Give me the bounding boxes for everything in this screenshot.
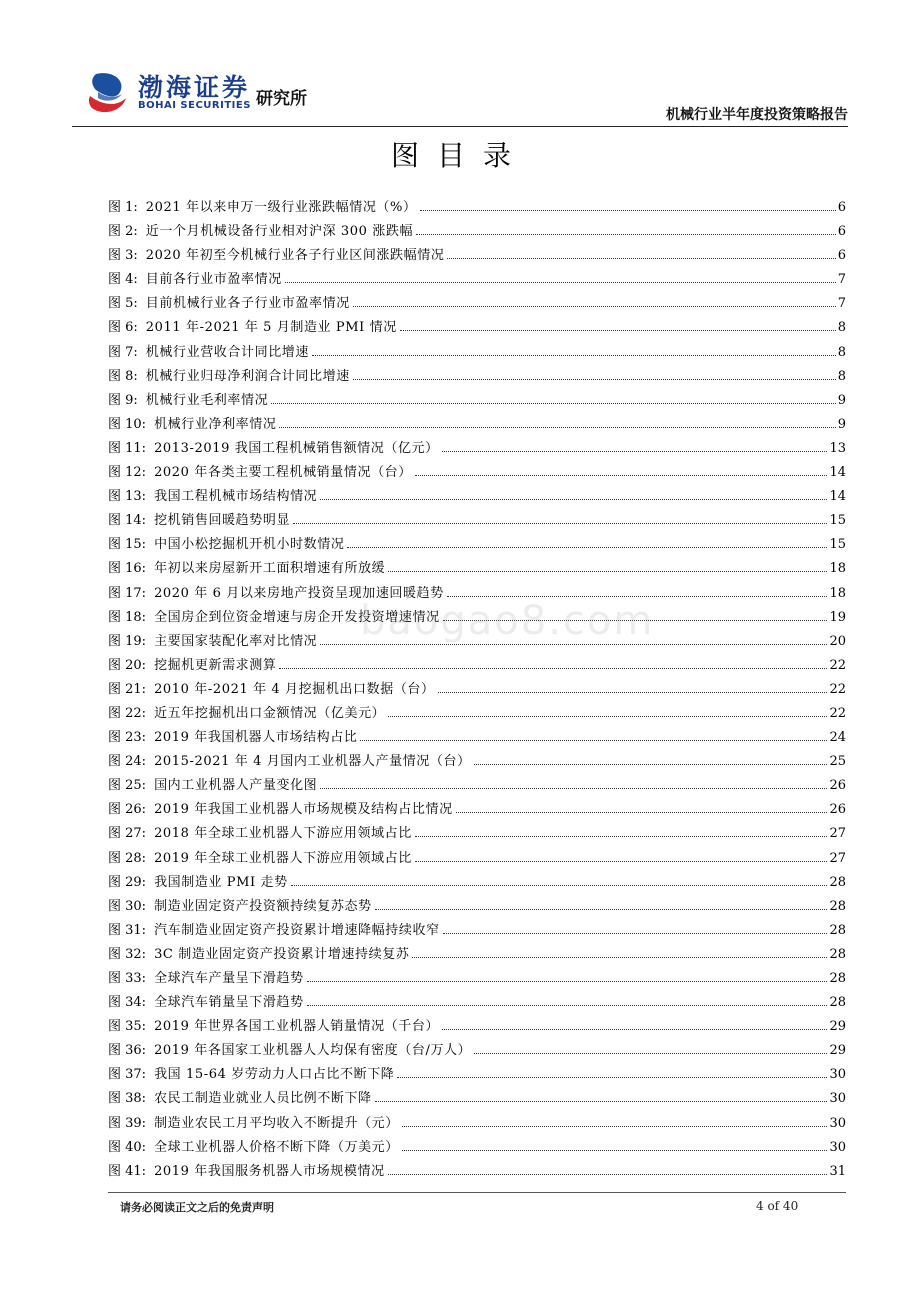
figure-title: 近五年挖掘机出口金额情况（亿美元）	[154, 705, 386, 721]
figure-label: 图 8:	[108, 368, 138, 384]
figure-page-number: 15	[829, 513, 846, 529]
watermark: baogao8.com	[360, 598, 655, 644]
figure-title: 2019 年各国家工业机器人人均保有密度（台/万人）	[154, 1043, 472, 1059]
dot-leader	[442, 451, 828, 452]
dot-leader	[285, 282, 836, 283]
figure-label: 图 10:	[108, 416, 147, 432]
dot-leader	[474, 764, 828, 765]
figure-label: 图 6:	[108, 320, 138, 336]
figure-page-number: 28	[829, 995, 846, 1011]
toc-entry[interactable]	[108, 511, 846, 535]
page-number: 4 of 40	[756, 1199, 799, 1213]
figure-label: 图 35:	[108, 1019, 147, 1035]
toc-entry[interactable]	[108, 680, 846, 704]
figure-page-number: 24	[829, 730, 846, 746]
toc-entry[interactable]	[108, 945, 846, 969]
toc-entry[interactable]	[108, 1089, 846, 1113]
institute-label: 研究所	[256, 89, 307, 109]
disclaimer-note: 请务必阅读正文之后的免责声明	[120, 1201, 274, 1214]
figure-page-number: 14	[829, 489, 846, 505]
toc-entry[interactable]	[108, 849, 846, 873]
toc-entry[interactable]	[108, 198, 846, 222]
toc-entry[interactable]	[108, 367, 846, 391]
figure-label: 图 37:	[108, 1067, 147, 1083]
toc-entry[interactable]	[108, 1041, 846, 1065]
figure-title: 制造业农民工月平均收入不断提升（元）	[154, 1115, 399, 1131]
figure-title: 2019 年世界各国工业机器人销量情况（千台）	[154, 1019, 440, 1035]
figure-page-number: 28	[829, 898, 846, 914]
dot-leader	[442, 1029, 827, 1030]
toc-entry[interactable]	[108, 415, 846, 439]
figure-label: 图 27:	[108, 826, 147, 842]
figure-page-number: 6	[837, 200, 846, 215]
page-title: 图目录	[390, 139, 529, 172]
figure-label: 图 41:	[108, 1163, 147, 1179]
figure-label: 图 18:	[108, 609, 147, 625]
toc-entry[interactable]	[108, 535, 846, 559]
dot-leader	[447, 596, 828, 597]
figure-page-number: 8	[837, 368, 846, 384]
dot-leader	[420, 210, 836, 211]
toc-entry[interactable]	[108, 463, 846, 487]
dot-leader	[412, 957, 827, 958]
figure-label: 图 33:	[108, 971, 147, 986]
figure-page-number: 28	[829, 946, 846, 962]
toc-entry[interactable]	[108, 294, 846, 318]
toc-entry[interactable]	[108, 873, 846, 897]
figure-page-number: 30	[829, 1139, 846, 1155]
figure-label: 图 36:	[108, 1043, 147, 1059]
dot-leader	[307, 981, 828, 982]
figure-title: 我国工程机械市场结构情况	[154, 489, 318, 505]
toc-entry[interactable]	[108, 487, 846, 511]
bohai-logo-icon	[86, 70, 130, 116]
figure-title: 机械行业归母净利润合计同比增速	[145, 368, 350, 384]
figure-page-number: 8	[837, 320, 846, 336]
brand-name-en: BOHAI SECURITIES	[138, 100, 251, 111]
figure-label: 图 28:	[108, 850, 147, 866]
figure-title: 全球汽车销量呈下滑趋势	[154, 995, 304, 1011]
figure-list	[108, 198, 846, 1186]
figure-page-number: 31	[829, 1163, 846, 1179]
figure-page-number: 29	[829, 1043, 846, 1059]
toc-entry[interactable]	[108, 246, 846, 270]
figure-title: 目前各行业市盈率情况	[145, 272, 282, 288]
figure-title: 2019 年全球工业机器人下游应用领域占比	[154, 850, 412, 866]
toc-entry[interactable]	[108, 969, 846, 993]
toc-entry[interactable]	[108, 921, 846, 945]
dot-leader	[438, 692, 828, 693]
figure-label: 图 29:	[108, 874, 147, 890]
toc-entry[interactable]	[108, 993, 846, 1017]
dot-leader	[415, 836, 828, 837]
figure-page-number: 22	[829, 705, 846, 721]
toc-entry[interactable]	[108, 728, 846, 752]
figure-page-number: 14	[829, 465, 846, 481]
figure-label: 图 5:	[108, 296, 138, 312]
figure-label: 图 12:	[108, 465, 147, 481]
figure-page-number: 28	[829, 971, 846, 986]
toc-entry[interactable]	[108, 318, 846, 342]
toc-entry[interactable]	[108, 824, 846, 848]
dot-leader	[388, 571, 827, 572]
figure-label: 图 17:	[108, 585, 147, 601]
figure-title: 2015-2021 年 4 月国内工业机器人产量情况（台）	[154, 754, 471, 770]
figure-title: 2018 年全球工业机器人下游应用领域占比	[154, 826, 412, 842]
figure-page-number: 25	[829, 754, 846, 770]
figure-title: 主要国家装配化率对比情况	[154, 633, 318, 649]
figure-title: 2021 年以来申万一级行业涨跌幅情况（%）	[145, 200, 417, 215]
figure-page-number: 9	[837, 416, 846, 432]
figure-page-number: 7	[837, 272, 846, 288]
dot-leader	[400, 330, 836, 331]
figure-label: 图 21:	[108, 681, 147, 697]
figure-page-number: 20	[829, 633, 846, 649]
figure-title: 机械行业毛利率情况	[145, 392, 269, 408]
dot-leader	[279, 427, 835, 428]
dot-leader	[353, 379, 836, 380]
figure-title: 2010 年-2021 年 4 月挖掘机出口数据（台）	[154, 681, 435, 697]
figure-label: 图 7:	[108, 344, 138, 360]
figure-title: 2019 年我国工业机器人市场规模及结构占比情况	[154, 802, 453, 818]
figure-label: 图 31:	[108, 922, 147, 938]
figure-page-number: 6	[837, 248, 846, 264]
figure-label: 图 32:	[108, 946, 147, 962]
dot-leader	[353, 306, 836, 307]
figure-title: 我国制造业 PMI 走势	[154, 874, 288, 890]
figure-title: 年初以来房屋新开工面积增速有所放缓	[154, 561, 386, 577]
dot-leader	[360, 740, 827, 741]
toc-entry[interactable]	[108, 222, 846, 246]
toc-entry[interactable]	[108, 752, 846, 776]
figure-page-number: 26	[829, 802, 846, 818]
figure-label: 图 24:	[108, 754, 147, 770]
figure-label: 图 3:	[108, 248, 138, 264]
header-divider	[72, 126, 848, 127]
dot-leader	[375, 1101, 828, 1102]
dot-leader	[279, 668, 827, 669]
figure-page-number: 30	[829, 1115, 846, 1131]
toc-entry[interactable]	[108, 1114, 846, 1138]
figure-label: 图 25:	[108, 778, 147, 794]
figure-title: 2019 年我国机器人市场结构占比	[154, 730, 358, 746]
figure-page-number: 7	[837, 296, 846, 312]
figure-page-number: 29	[829, 1019, 846, 1035]
figure-title: 挖机销售回暖趋势明显	[154, 513, 291, 529]
figure-title: 2020 年 6 月以来房地产投资呈现加速回暖趋势	[154, 585, 444, 601]
figure-page-number: 6	[837, 224, 846, 240]
figure-page-number: 26	[829, 778, 846, 794]
figure-page-number: 19	[829, 609, 846, 625]
dot-leader	[447, 258, 835, 259]
figure-label: 图 9:	[108, 392, 138, 408]
figure-title: 国内工业机器人产量变化图	[154, 778, 318, 794]
figure-label: 图 15:	[108, 537, 147, 553]
dot-leader	[320, 788, 827, 789]
dot-leader	[443, 933, 828, 934]
toc-entry[interactable]	[108, 391, 846, 415]
figure-title: 机械行业营收合计同比增速	[145, 344, 309, 360]
dot-leader	[416, 234, 836, 235]
figure-title: 农民工制造业就业人员比例不断下降	[154, 1091, 372, 1107]
figure-label: 图 19:	[108, 633, 147, 649]
dot-leader	[320, 499, 827, 500]
toc-entry[interactable]	[108, 776, 846, 800]
brand-name-cn: 渤海证券	[138, 73, 251, 102]
figure-label: 图 11:	[108, 440, 147, 456]
figure-title: 2013-2019 我国工程机械销售额情况（亿元）	[154, 440, 439, 456]
figure-page-number: 13	[829, 440, 846, 456]
figure-title: 2019 年我国服务机器人市场规模情况	[154, 1163, 385, 1179]
figure-page-number: 18	[829, 561, 846, 577]
figure-title: 3C 制造业固定资产投资累计增速持续复苏	[154, 946, 410, 962]
figure-page-number: 30	[829, 1091, 846, 1107]
figure-title: 汽车制造业固定资产投资累计增速降幅持续收窄	[154, 922, 440, 938]
figure-label: 图 20:	[108, 657, 147, 673]
figure-title: 2020 年初至今机械行业各子行业区间涨跌幅情况	[145, 248, 445, 264]
dot-leader	[415, 861, 828, 862]
figure-page-number: 27	[829, 826, 846, 842]
toc-entry[interactable]	[108, 1162, 846, 1186]
dot-leader	[397, 1077, 827, 1078]
dot-leader	[271, 403, 836, 404]
figure-page-number: 28	[829, 922, 846, 938]
figure-label: 图 38:	[108, 1091, 147, 1107]
toc-entry[interactable]	[108, 343, 846, 367]
dot-leader	[474, 1053, 827, 1054]
figure-page-number: 22	[829, 681, 846, 697]
figure-label: 图 4:	[108, 272, 138, 288]
figure-label: 图 30:	[108, 898, 147, 914]
dot-leader	[388, 1174, 828, 1175]
dot-leader	[456, 812, 828, 813]
dot-leader	[402, 1126, 828, 1127]
dot-leader	[307, 1005, 828, 1006]
figure-label: 图 14:	[108, 513, 147, 529]
figure-page-number: 8	[837, 344, 846, 360]
toc-entry[interactable]	[108, 1138, 846, 1162]
dot-leader	[402, 1150, 828, 1151]
toc-entry[interactable]	[108, 439, 846, 463]
figure-label: 图 40:	[108, 1139, 147, 1155]
page-header	[72, 64, 848, 126]
figure-label: 图 1:	[108, 200, 138, 215]
toc-entry[interactable]	[108, 704, 846, 728]
figure-title: 机械行业净利率情况	[154, 416, 277, 432]
dot-leader	[388, 716, 827, 717]
figure-label: 图 34:	[108, 995, 147, 1011]
dot-leader	[312, 355, 836, 356]
figure-label: 图 2:	[108, 224, 138, 240]
figure-page-number: 27	[829, 850, 846, 866]
figure-label: 图 16:	[108, 561, 147, 577]
figure-title: 全国房企到位资金增速与房企开发投资增速情况	[154, 609, 440, 625]
figure-title: 挖掘机更新需求测算	[154, 657, 277, 673]
figure-label: 图 13:	[108, 489, 147, 505]
figure-page-number: 30	[829, 1067, 846, 1083]
dot-leader	[375, 909, 828, 910]
dot-leader	[347, 547, 827, 548]
toc-entry[interactable]	[108, 656, 846, 680]
figure-label: 图 23:	[108, 730, 147, 746]
figure-title: 2011 年-2021 年 5 月制造业 PMI 情况	[145, 320, 397, 336]
toc-entry[interactable]	[108, 559, 846, 583]
toc-entry[interactable]	[108, 270, 846, 294]
report-title: 机械行业半年度投资策略报告	[666, 107, 848, 123]
toc-entry[interactable]	[108, 1017, 846, 1041]
figure-label: 图 39:	[108, 1115, 147, 1131]
figure-page-number: 9	[837, 392, 846, 408]
dot-leader	[293, 523, 827, 524]
figure-title: 目前机械行业各子行业市盈率情况	[145, 296, 350, 312]
toc-entry[interactable]	[108, 800, 846, 824]
dot-leader	[415, 475, 828, 476]
figure-page-number: 22	[829, 657, 846, 673]
toc-entry[interactable]	[108, 897, 846, 921]
figure-title: 2020 年各类主要工程机械销量情况（台）	[154, 465, 412, 481]
figure-title: 制造业固定资产投资额持续复苏态势	[154, 898, 372, 914]
figure-label: 图 22:	[108, 705, 147, 721]
figure-title: 全球汽车产量呈下滑趋势	[154, 971, 304, 986]
footer-divider	[108, 1192, 846, 1193]
figure-label: 图 26:	[108, 802, 147, 818]
figure-title: 全球工业机器人价格不断下降（万美元）	[154, 1139, 399, 1155]
toc-entry[interactable]	[108, 1065, 846, 1089]
dot-leader	[291, 885, 828, 886]
figure-page-number: 15	[829, 537, 846, 553]
figure-title: 近一个月机械设备行业相对沪深 300 涨跌幅	[145, 224, 414, 240]
figure-title: 我国 15-64 岁劳动力人口占比不断下降	[154, 1067, 395, 1083]
figure-page-number: 18	[829, 585, 846, 601]
figure-title: 中国小松挖掘机开机小时数情况	[154, 537, 345, 553]
figure-page-number: 28	[829, 874, 846, 890]
